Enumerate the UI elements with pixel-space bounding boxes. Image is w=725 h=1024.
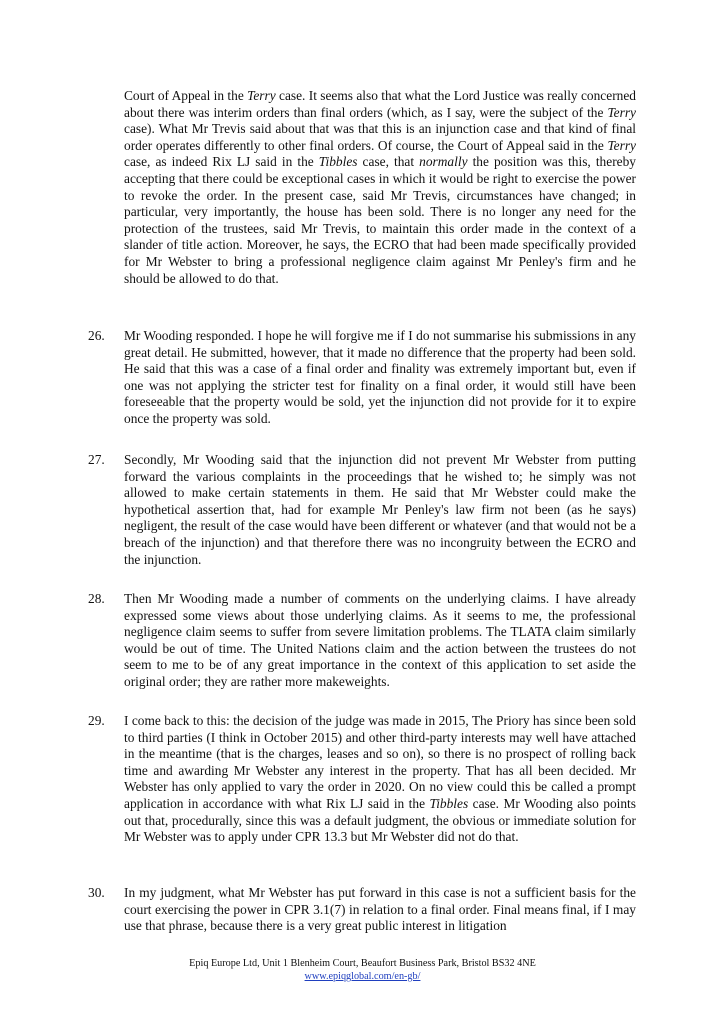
footer-address: Epiq Europe Ltd, Unit 1 Blenheim Court, Beaufort Business Park, Bristol BS32 4NE bbox=[189, 958, 536, 969]
italic-case-name: Terry bbox=[607, 104, 636, 120]
text-run: Secondly, Mr Wooding said that the injunction did not prevent Mr Webster from putting forward the various complaints in the proceedings that he wished to; he simply was not allowed to make certain statements in them. He said that Mr Webster could make the hypothetical assertion that, had for example Mr Penley's law firm not been (as he says) negligent, the result of the case would have been different or whatever (and that would not be a breach of the injunction) and that therefore there was no incongruity between the ECRO and the injunction. bbox=[124, 452, 636, 567]
paragraph-28 bbox=[124, 591, 636, 691]
text-run: I come back to this: the decision of the judge was made in 2015, The Priory has since been sold to third parties (I think in October 2015) and other third-party interests may well have attached in the meantime (that is the charges, leases and so on), so there is no prospect of rolling back time and awarding Mr Webster any interest in the property. That has all been decided. Mr Webster has only applied to vary the order in 2020. On no view could this be called a prompt application in accordance with what Rix LJ said in the bbox=[124, 713, 636, 811]
paragraph-26 bbox=[124, 328, 636, 428]
paragraph-29 bbox=[124, 713, 636, 846]
paragraph-number: 26. bbox=[88, 328, 105, 343]
italic-case-name: Tibbles bbox=[429, 795, 469, 811]
text-run: case, as indeed Rix LJ said in the bbox=[124, 154, 319, 170]
italic-case-name: Tibbles bbox=[318, 154, 358, 170]
paragraph-number: 28. bbox=[88, 591, 105, 606]
text-run: case). What Mr Trevis said about that was that this is an injunction case and that kind of final order operates differently to other final orders. Of course, the Court of Appeal said in the bbox=[124, 121, 636, 153]
paragraph-number: 27. bbox=[88, 452, 105, 467]
page-footer bbox=[0, 957, 725, 983]
paragraph-25-continuation bbox=[124, 88, 636, 287]
italic-case-name: Terry bbox=[247, 88, 276, 103]
paragraph-30 bbox=[124, 885, 636, 935]
text-run: Court of Appeal in the bbox=[124, 88, 248, 103]
text-run: the position was this, thereby accepting that there could be exceptional cases in which it would be right to exercise the power to revoke the order. In the present case, said Mr Trevis, circumstances have changed; in particular, very importantly, the house has been sold. There is no longer any need for the protection of the trustees, said Mr Trevis, to maintain this order made in the context of a slander of title action. Moreover, he says, the ECRO that had been made specifically provided for Mr Webster to bring a professional negligence claim against Mr Penley's firm and he should be allowed to do that. bbox=[124, 154, 636, 286]
text-run: Then Mr Wooding made a number of comments on the underlying claims. I have already expressed some views about those underlying claims. As it seems to me, the professional negligence claim seems to suffer from severe limitation problems. The TLATA claim similarly would be out of time. The United Nations claim and the action between the trustees do not seem to me to be of any great importance in the context of this application to set aside the original order; they are rather more makeweights. bbox=[124, 591, 636, 689]
paragraph-27 bbox=[124, 452, 636, 568]
italic-case-name: Terry bbox=[607, 137, 636, 153]
paragraph-number: 30. bbox=[88, 885, 105, 900]
text-run: case, that bbox=[357, 154, 420, 170]
footer-link[interactable]: www.epiqglobal.com/en-gb/ bbox=[304, 971, 421, 982]
text-run: In my judgment, what Mr Webster has put forward in this case is not a sufficient basis for the court exercising the power in CPR 3.1(7) in relation to a final order. Final means final, if I may use that phrase, because there is a very great public interest in litigation bbox=[124, 885, 636, 934]
paragraph-number: 29. bbox=[88, 713, 105, 728]
text-run: case. Mr Wooding also points out that, procedurally, since this was a default judgment, the obvious or immediate solution for Mr Webster was to apply under CPR 13.3 but Mr Webster did not do that. bbox=[124, 795, 636, 845]
text-run: case. It seems also that what the Lord Justice was really concerned about there was interim orders than final orders (which, as I say, were the subject of the bbox=[124, 88, 636, 120]
text-run: Mr Wooding responded. I hope he will forgive me if I do not summarise his submissions in any great detail. He submitted, however, that it made no difference that the property had been sold. He said that this was a case of a final order and finality was extremely important but, even if one was not applying the stricter test for finality on a final order, it would still have been foreseeable that the property would be sold, yet the injunction did not provide for it to expire once the property was sold. bbox=[124, 328, 636, 426]
italic-case-name: normally bbox=[419, 154, 468, 170]
